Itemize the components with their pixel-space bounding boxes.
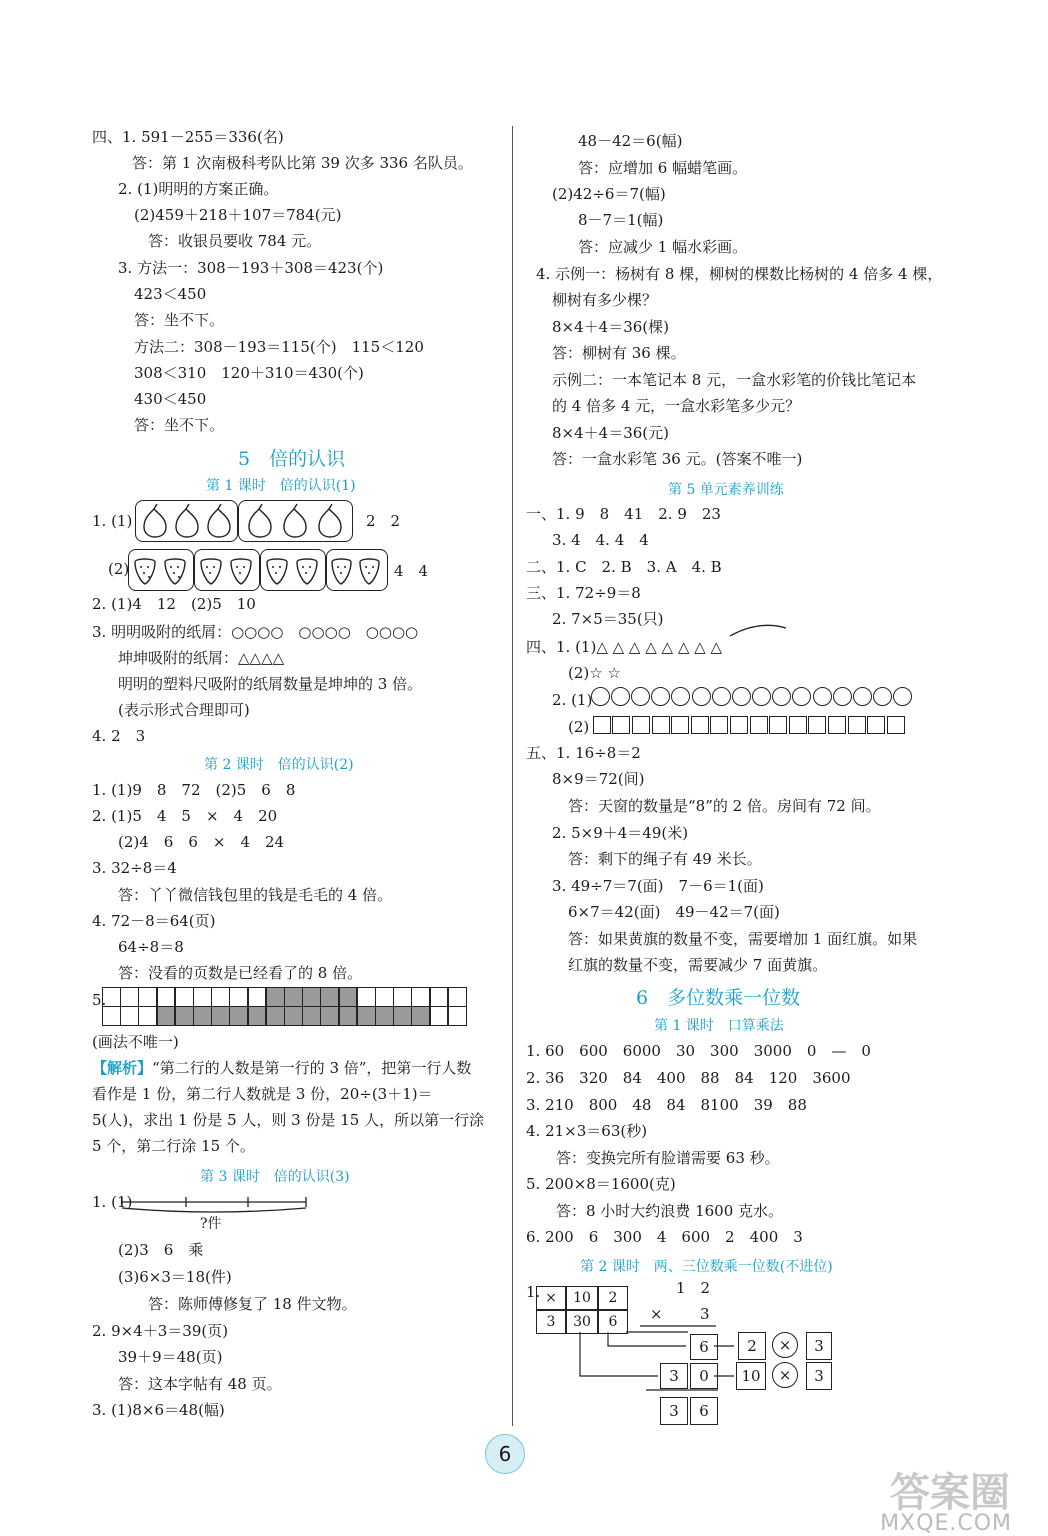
text-line: 答：应减少 1 幅水彩画。 bbox=[578, 238, 748, 256]
text-line: 答：剩下的绳子有 49 米长。 bbox=[568, 850, 762, 868]
grid-cell bbox=[320, 1006, 339, 1026]
text-line: 四、1. (1)△ △ △ △ △ △ △ △ bbox=[526, 638, 722, 656]
text-line: 1. (1)9 8 72 (2)5 6 8 bbox=[92, 781, 296, 799]
grid-cell bbox=[339, 1006, 358, 1026]
text-line: 答：天窗的数量是“8”的 2 倍。房间有 72 间。 bbox=[568, 797, 881, 815]
table-cell: 2 bbox=[598, 1286, 628, 1310]
grid-cell bbox=[320, 987, 339, 1007]
text-line: 4. 72－8＝64(页) bbox=[92, 912, 216, 930]
page-number: 6 bbox=[485, 1434, 525, 1474]
circle-shape bbox=[893, 687, 912, 706]
circle-shape bbox=[692, 687, 711, 706]
text-line: 答：这本字帖有 48 页。 bbox=[118, 1375, 282, 1393]
strawberry-icon bbox=[195, 550, 259, 590]
lesson-title: 第 2 课时 倍的认识(2) bbox=[204, 757, 354, 773]
lesson-title: 第 3 课时 倍的认识(3) bbox=[200, 1169, 350, 1185]
grid-cell bbox=[302, 1006, 321, 1026]
text-line: 8×4＋4＝36(元) bbox=[552, 424, 669, 442]
table-cell: 6 bbox=[598, 1310, 628, 1334]
text-line: 四、1. 591－255＝336(名) bbox=[92, 128, 284, 146]
lesson-title: 第 1 课时 倍的认识(1) bbox=[206, 478, 356, 494]
grid-cell bbox=[193, 987, 212, 1007]
factor-box: 3 bbox=[806, 1362, 832, 1390]
strawberry-group bbox=[128, 549, 194, 591]
text-line: 红旗的数量不变，需要减少 7 面黄旗。 bbox=[568, 956, 828, 974]
watermark-logo: 答案圈 bbox=[890, 1470, 1010, 1516]
square-shape bbox=[730, 716, 748, 734]
result-box: 6 bbox=[690, 1397, 718, 1425]
grid-cell bbox=[357, 987, 376, 1007]
grouping-arc bbox=[728, 622, 788, 638]
analysis-text: “第二行的人数是第一行的 3 倍”，把第一行人数 bbox=[152, 1059, 472, 1077]
grid-cell bbox=[266, 1006, 285, 1026]
grid-cell bbox=[157, 1006, 176, 1026]
grid-cell bbox=[248, 987, 267, 1007]
text-line: 3. 方法一：308－193＋308＝423(个) bbox=[118, 259, 384, 277]
table-cell: × bbox=[536, 1286, 566, 1310]
text-line: 3. 4 4. 4 4 bbox=[552, 531, 649, 549]
text-line: 答：如果黄旗的数量不变，需要增加 1 面红旗。如果 bbox=[568, 930, 918, 948]
lesson-title: 第 2 课时 两、三位数乘一位数(不进位) bbox=[580, 1259, 833, 1275]
grid-cell bbox=[157, 987, 176, 1007]
analysis-line: 5(人)，求出 1 份是 5 人，则 3 份是 15 人，所以第一行涂 bbox=[92, 1111, 485, 1129]
table-cell: 10 bbox=[566, 1286, 598, 1310]
text-line: 1. 60 600 6000 30 300 3000 0 — 0 bbox=[526, 1042, 871, 1060]
grid-cell bbox=[193, 1006, 212, 1026]
text-line: 308＜310 120＋310＝430(个) bbox=[134, 364, 364, 382]
times-circle: × bbox=[772, 1362, 798, 1388]
square-shape bbox=[887, 716, 905, 734]
product-box: 3 bbox=[660, 1363, 688, 1389]
text-line: (2)459＋218＋107＝784(元) bbox=[134, 206, 342, 224]
text-line: 64÷8＝8 bbox=[118, 938, 184, 956]
grid-cell bbox=[248, 1006, 267, 1026]
circle-row bbox=[590, 687, 913, 706]
text-line: 答：应增加 6 幅蜡笔画。 bbox=[578, 159, 748, 177]
grid-cell bbox=[229, 1006, 248, 1026]
text-line: 3. 210 800 48 84 8100 39 88 bbox=[526, 1096, 807, 1114]
text-line: 48－42＝6(幅) bbox=[578, 132, 683, 150]
square-shape bbox=[652, 716, 670, 734]
circle-shape bbox=[732, 687, 751, 706]
text-line: 1. bbox=[526, 1283, 541, 1301]
circle-shape bbox=[671, 687, 690, 706]
analysis-line bbox=[92, 1058, 471, 1078]
text-line: 答：没看的页数是已经看了的 8 倍。 bbox=[118, 964, 363, 982]
digits-top: 1 2 bbox=[676, 1279, 711, 1297]
text-line: 1. (1) bbox=[92, 512, 133, 530]
grid-cell bbox=[284, 987, 303, 1007]
lesson-title: 第 1 课时 口算乘法 bbox=[654, 1018, 784, 1034]
column-divider bbox=[512, 126, 513, 1426]
square-shape bbox=[593, 716, 611, 734]
analysis-tag: 【解析】 bbox=[92, 1059, 153, 1077]
text-line: 答：陈师傅修复了 18 件文物。 bbox=[148, 1295, 357, 1313]
text-line: 1. (1) bbox=[92, 1193, 133, 1211]
text-line: 坤坤吸附的纸屑：△△△△ bbox=[118, 649, 285, 667]
product-box: 0 bbox=[690, 1363, 718, 1389]
section-title: 6 多位数乘一位数 bbox=[636, 987, 801, 1009]
text-line: (表示形式合理即可) bbox=[118, 701, 250, 719]
text-line: 2. 7×5＝35(只) bbox=[552, 610, 664, 628]
grid-cell bbox=[448, 987, 467, 1007]
square-shape bbox=[691, 716, 709, 734]
times-circle: × bbox=[772, 1332, 798, 1358]
text-line: 2. 36 320 84 400 88 84 120 3600 bbox=[526, 1069, 851, 1087]
grid-cell bbox=[211, 987, 230, 1007]
text-line: 4. 2 3 bbox=[92, 727, 146, 745]
strawberry-group bbox=[326, 549, 388, 591]
circle-shape bbox=[873, 687, 892, 706]
grid-cell bbox=[375, 1006, 394, 1026]
answer-text: 2 2 bbox=[366, 512, 401, 530]
grid-cell bbox=[357, 1006, 376, 1026]
text-line: 五、1. 16÷8＝2 bbox=[526, 744, 641, 762]
text-line: 3. 32÷8＝4 bbox=[92, 859, 177, 877]
strawberry-icon bbox=[261, 550, 325, 590]
square-shape bbox=[789, 716, 807, 734]
circle-shape bbox=[651, 687, 670, 706]
grid-cell bbox=[430, 987, 449, 1007]
grid-cell bbox=[175, 1006, 194, 1026]
text-line: 8×9＝72(间) bbox=[552, 770, 645, 788]
times-sign: × bbox=[650, 1305, 663, 1323]
text-line: (2) bbox=[108, 560, 130, 578]
grid-cell bbox=[102, 987, 121, 1007]
digit-multiplier: 3 bbox=[700, 1305, 710, 1323]
grid-cell bbox=[211, 1006, 230, 1026]
text-line: 答：坐不下。 bbox=[134, 416, 225, 434]
strawberry-group bbox=[260, 549, 326, 591]
grid-cell bbox=[138, 987, 157, 1007]
text-line: 答：丫丫微信钱包里的钱是毛毛的 4 倍。 bbox=[118, 886, 393, 904]
square-shape bbox=[867, 716, 885, 734]
text-line: 答：一盒水彩笔 36 元。(答案不唯一) bbox=[552, 450, 803, 468]
text-line: 2. 5×9＋4＝49(米) bbox=[552, 824, 689, 842]
text-line: 430＜450 bbox=[134, 390, 207, 408]
result-box: 3 bbox=[660, 1397, 688, 1425]
grid-cell bbox=[138, 1006, 157, 1026]
text-line: 2. (1) bbox=[552, 691, 593, 709]
text-line: 2. (1)明明的方案正确。 bbox=[118, 180, 279, 198]
text-line: 3. (1)8×6＝48(幅) bbox=[92, 1401, 225, 1419]
square-shape bbox=[612, 716, 630, 734]
watermark-url: MXQE.COM bbox=[880, 1511, 1012, 1536]
section-title: 5 倍的认识 bbox=[238, 448, 346, 470]
grid-cell bbox=[266, 987, 285, 1007]
factor-box: 3 bbox=[806, 1332, 832, 1360]
grid-cell bbox=[120, 987, 139, 1007]
grid-cell bbox=[120, 1006, 139, 1026]
text-line: 明明的塑料尺吸附的纸屑数量是坤坤的 3 倍。 bbox=[118, 675, 423, 693]
text-line: 示例二：一本笔记本 8 元，一盒水彩笔的价钱比笔记本 bbox=[552, 371, 917, 389]
text-line: 39＋9＝48(页) bbox=[118, 1348, 223, 1366]
unit-training-title: 第 5 单元素养训练 bbox=[668, 482, 784, 498]
circle-shape bbox=[752, 687, 771, 706]
text-line: 2. 9×4＋3＝39(页) bbox=[92, 1322, 229, 1340]
text-line: 答：变换完所有脸谱需要 63 秒。 bbox=[556, 1149, 780, 1167]
text-line: (2)3 6 乘 bbox=[118, 1241, 204, 1259]
pear-icon bbox=[239, 501, 352, 541]
grid-cell bbox=[448, 1006, 467, 1026]
grid-cell bbox=[430, 1006, 449, 1026]
answer-text: 4 4 bbox=[394, 562, 429, 580]
text-line: 三、1. 72÷9＝8 bbox=[526, 584, 641, 602]
table-cell: 3 bbox=[536, 1310, 566, 1334]
text-line: (2)☆ ☆ bbox=[568, 664, 621, 682]
circle-shape bbox=[611, 687, 630, 706]
circle-shape bbox=[853, 687, 872, 706]
grid-cell bbox=[411, 1006, 430, 1026]
square-row bbox=[592, 716, 906, 734]
text-line: 4. 21×3＝63(秒) bbox=[526, 1122, 648, 1140]
table-cell: 30 bbox=[566, 1310, 598, 1334]
analysis-line: 看作是 1 份，第二行人数就是 3 份，20÷(3＋1)＝ bbox=[92, 1085, 433, 1103]
text-line: 答：8 小时大约浪费 1600 克水。 bbox=[556, 1202, 784, 1220]
text-line: 的 4 倍多 4 元，一盒水彩笔多少元？ bbox=[552, 397, 801, 415]
text-line: 3. 49÷7＝7(面) 7－6＝1(面) bbox=[552, 877, 764, 895]
text-line: (2)4 6 6 × 4 24 bbox=[118, 833, 285, 851]
grid-cell bbox=[339, 987, 358, 1007]
grid-cell bbox=[175, 987, 194, 1007]
pear-group bbox=[238, 500, 353, 542]
text-line: (3)6×3＝18(件) bbox=[118, 1268, 232, 1286]
circle-shape bbox=[591, 687, 610, 706]
text-line: 方法二：308－193＝115(个) 115＜120 bbox=[134, 338, 424, 356]
text-line: 一、1. 9 8 41 2. 9 23 bbox=[526, 505, 721, 523]
grid-cell bbox=[375, 987, 394, 1007]
square-shape bbox=[769, 716, 787, 734]
grid-cell bbox=[393, 1006, 412, 1026]
text-line: 8－7＝1(幅) bbox=[578, 211, 664, 229]
square-shape bbox=[828, 716, 846, 734]
circle-shape bbox=[772, 687, 791, 706]
text-line: 答：收银员要收 784 元。 bbox=[148, 232, 322, 250]
text-line: 2. (1)4 12 (2)5 10 bbox=[92, 595, 256, 613]
strawberry-group bbox=[194, 549, 260, 591]
strawberry-icon bbox=[327, 550, 387, 590]
pear-icon bbox=[136, 501, 237, 541]
text-line: 2. (1)5 4 5 × 4 20 bbox=[92, 807, 278, 825]
text-line: 答：第 1 次南极科考队比第 39 次多 336 名队员。 bbox=[132, 154, 473, 172]
grid-cell bbox=[284, 1006, 303, 1026]
circle-shape bbox=[813, 687, 832, 706]
factor-box: 2 bbox=[738, 1332, 766, 1360]
circle-shape bbox=[712, 687, 731, 706]
text-line: 3. 明明吸附的纸屑：○○○○ ○○○○ ○○○○ bbox=[92, 623, 419, 641]
text-line: (2)42÷6＝7(幅) bbox=[552, 185, 666, 203]
grid-cell bbox=[102, 1006, 121, 1026]
factor-box: 10 bbox=[736, 1362, 766, 1390]
text-line: 答：柳树有 36 棵。 bbox=[552, 344, 686, 362]
square-shape bbox=[848, 716, 866, 734]
square-shape bbox=[710, 716, 728, 734]
square-shape bbox=[808, 716, 826, 734]
grid-cell bbox=[411, 987, 430, 1007]
text-line: 4. 示例一：杨树有 8 棵，柳树的棵数比杨树的 4 倍多 4 棵， bbox=[536, 265, 943, 283]
circle-shape bbox=[792, 687, 811, 706]
text-line: 8×4＋4＝36(棵) bbox=[552, 318, 669, 336]
text-line: 5. 200×8＝1600(克) bbox=[526, 1175, 676, 1193]
text-line: (画法不唯一) bbox=[92, 1033, 179, 1051]
grid-cell bbox=[229, 987, 248, 1007]
text-line: 答：坐不下。 bbox=[134, 311, 225, 329]
pear-group bbox=[135, 500, 238, 542]
unknown-label: ?件 bbox=[200, 1216, 222, 1232]
circle-shape bbox=[833, 687, 852, 706]
analysis-line: 5 个，第二行涂 15 个。 bbox=[92, 1137, 255, 1155]
square-shape bbox=[750, 716, 768, 734]
text-line: (2) bbox=[568, 718, 590, 736]
text-line: 5. bbox=[92, 991, 107, 1009]
square-shape bbox=[632, 716, 650, 734]
grid-cell bbox=[302, 987, 321, 1007]
product-box: 6 bbox=[690, 1334, 718, 1360]
square-shape bbox=[671, 716, 689, 734]
strawberry-icon bbox=[129, 550, 193, 590]
text-line: 423＜450 bbox=[134, 285, 207, 303]
text-line: 柳树有多少棵？ bbox=[552, 291, 658, 309]
grid-cell bbox=[393, 987, 412, 1007]
text-line: 6×7＝42(面) 49－42＝7(面) bbox=[568, 903, 780, 921]
text-line: 6. 200 6 300 4 600 2 400 3 bbox=[526, 1228, 803, 1246]
text-line: 二、1. C 2. B 3. A 4. B bbox=[526, 558, 722, 576]
circle-shape bbox=[631, 687, 650, 706]
